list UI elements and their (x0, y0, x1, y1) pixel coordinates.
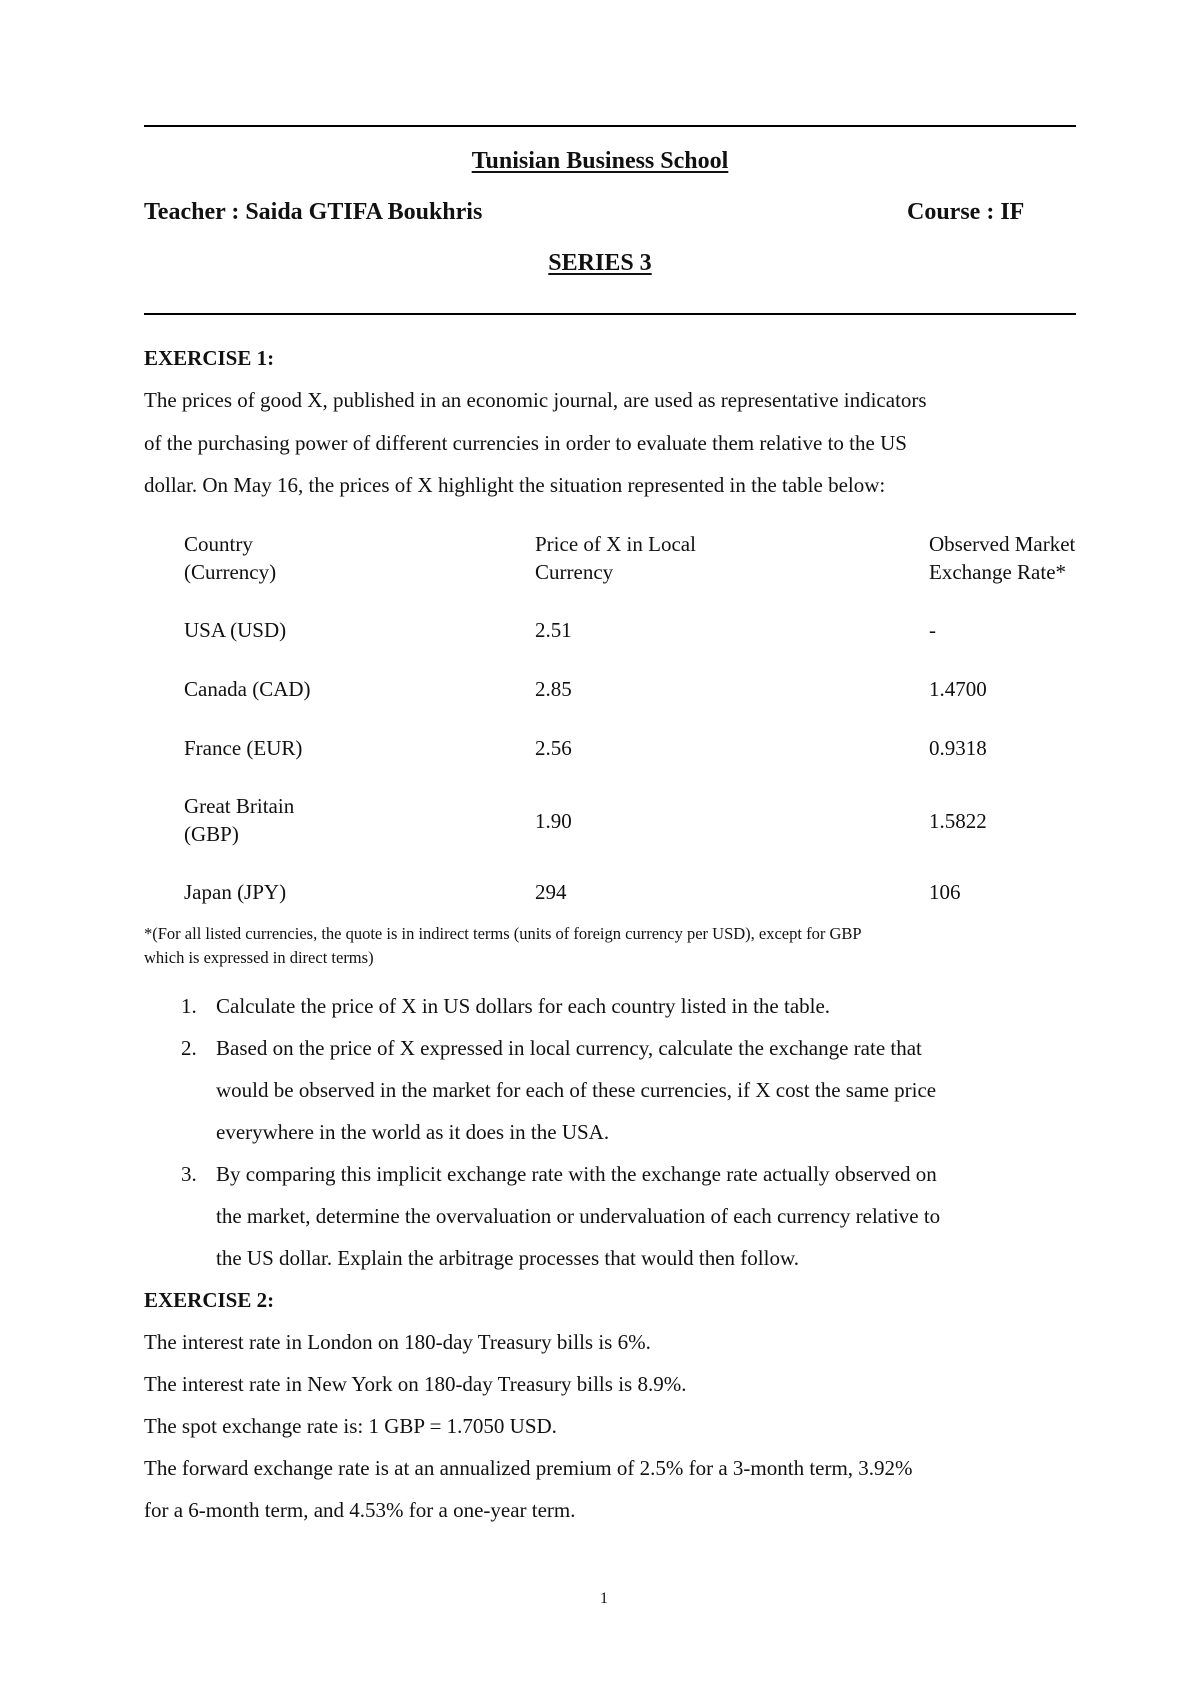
question-line: By comparing this implicit exchange rate with the exchange rate actually observed on (216, 1162, 937, 1186)
table-cell-price: 294 (535, 880, 567, 904)
table-cell-price: 2.85 (535, 677, 572, 701)
table-header-rate: Observed Market Exchange Rate* (929, 532, 1076, 584)
exercise1-intro-line: of the purchasing power of different currencies in order to evaluate them relative to the US (144, 431, 907, 455)
table-cell-rate: 0.9318 (929, 736, 987, 760)
exercise2-title: EXERCISE 2: (144, 1288, 275, 1312)
question-line: would be observed in the market for each of these currencies, if X cost the same price (216, 1078, 937, 1102)
page-number: 1 (600, 1590, 608, 1607)
table-cell-price: 2.51 (535, 618, 572, 642)
question-line: the US dollar. Explain the arbitrage processes that would then follow. (216, 1246, 799, 1270)
exercise1-intro-line: dollar. On May 16, the prices of X highlight the situation represented in the table below: (144, 473, 886, 497)
table-cell-rate: - (929, 618, 936, 642)
exercise2-line: The interest rate in New York on 180-day Treasury bills is 8.9%. (144, 1372, 687, 1396)
school-name: Tunisian Business School (471, 148, 729, 174)
exercise2-line: The forward exchange rate is at an annualized premium of 2.5% for a 3-month term, 3.92% (144, 1456, 913, 1480)
table-cell-rate: 1.4700 (929, 677, 987, 701)
table-cell-rate: 106 (929, 880, 961, 904)
question-number: 2. (181, 1036, 197, 1060)
teacher-line: Teacher : Saida GTIFA Boukhris (144, 199, 483, 225)
table-cell-country: Japan (JPY) (184, 880, 287, 904)
question-number: 1. (181, 994, 197, 1018)
exercise1-intro-line: The prices of good X, published in an economic journal, are used as representative indicators (144, 388, 927, 412)
course-line: Course : IF (907, 199, 1025, 225)
table-header-country: Country (Currency) (184, 532, 277, 584)
exercise1-title: EXERCISE 1: (144, 346, 275, 370)
table-cell-country: USA (USD) (184, 618, 287, 642)
question-line: Calculate the price of X in US dollars for each country listed in the table. (216, 994, 831, 1018)
series-title: SERIES 3 (548, 250, 652, 276)
question-line: everywhere in the world as it does in the USA. (216, 1120, 610, 1144)
table-cell-country: Great Britain (GBP) (184, 794, 295, 846)
question-line: the market, determine the overvaluation or undervaluation of each currency relative to (216, 1204, 941, 1228)
table-cell-country: Canada (CAD) (184, 677, 311, 701)
table-cell-country: France (EUR) (184, 736, 303, 760)
question-number: 3. (181, 1162, 197, 1186)
question-line: Based on the price of X expressed in local currency, calculate the exchange rate that (216, 1036, 922, 1060)
bottom-rule (144, 313, 1076, 315)
table-cell-price: 2.56 (535, 736, 572, 760)
table-header-price: Price of X in Local Currency (535, 532, 696, 584)
table-cell-price: 1.90 (535, 809, 572, 833)
exercise2-line: The interest rate in London on 180-day Treasury bills is 6%. (144, 1330, 651, 1354)
top-rule (144, 125, 1076, 127)
table-footnote: *(For all listed currencies, the quote is in indirect terms (units of foreign currency per USD), except for GBP which is expressed in direct terms) (144, 924, 862, 967)
exercise2-line: The spot exchange rate is: 1 GBP = 1.7050 USD. (144, 1414, 557, 1438)
exercise2-line: for a 6-month term, and 4.53% for a one-year term. (144, 1498, 576, 1522)
table-cell-rate: 1.5822 (929, 809, 987, 833)
